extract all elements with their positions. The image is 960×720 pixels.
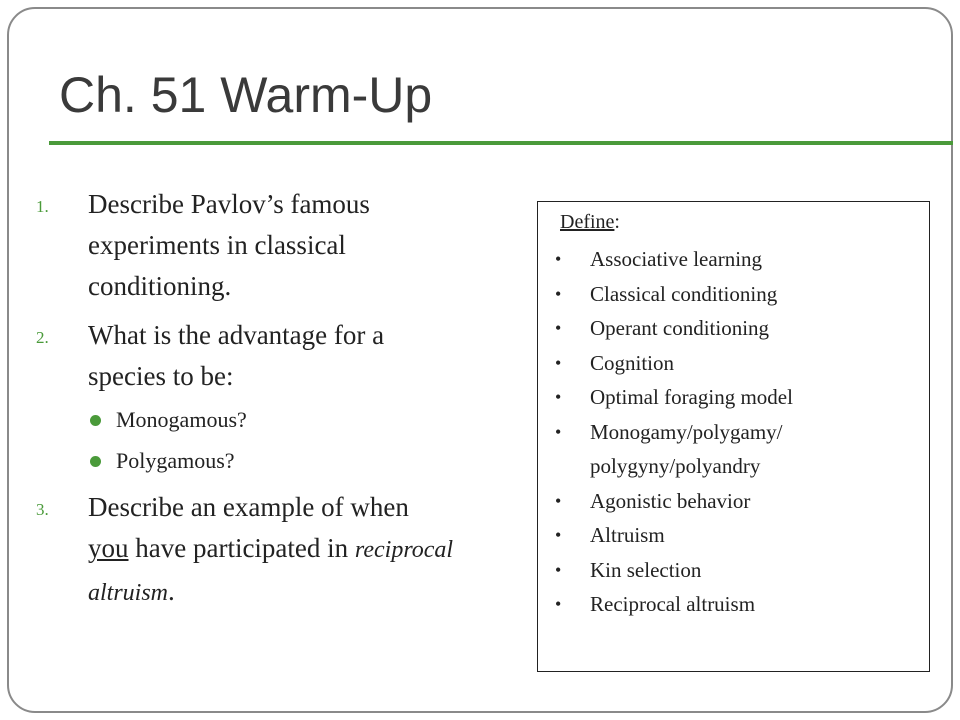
question-item-1 <box>36 184 516 307</box>
question-text: have participated in <box>128 533 355 563</box>
define-item <box>555 242 915 277</box>
question-line: What is the advantage for a <box>88 320 385 350</box>
define-term: Reciprocal altruism <box>590 592 756 616</box>
define-colon: : <box>614 211 620 233</box>
define-heading <box>560 208 620 236</box>
define-term: Altruism <box>590 523 665 547</box>
define-item <box>555 518 915 553</box>
question-line: experiments in classical <box>88 230 346 260</box>
bullet-icon: • <box>555 387 562 407</box>
question-line: species to be: <box>88 361 234 391</box>
define-item <box>555 277 915 312</box>
bullet-icon: • <box>555 249 562 269</box>
slide-title: Ch. 51 Warm-Up <box>59 67 433 123</box>
bullet-icon: • <box>555 318 562 338</box>
define-term: Operant conditioning <box>590 316 770 340</box>
sub-item-label: Polygamous? <box>116 448 235 473</box>
question-number: 3. <box>36 500 49 519</box>
define-item <box>555 311 915 346</box>
question-number: 1. <box>36 197 49 216</box>
bullet-icon: • <box>555 352 562 373</box>
bullet-icon: • <box>555 525 562 545</box>
bullet-icon: • <box>555 421 562 442</box>
question-number: 2. <box>36 328 49 347</box>
define-item <box>555 553 915 588</box>
define-term: Classical conditioning <box>590 281 778 306</box>
italic-term: reciprocal <box>354 537 454 563</box>
sub-item-polygamous <box>88 446 516 476</box>
bullet-dot-icon <box>90 415 101 426</box>
define-term: polygyny/polyandry <box>590 454 761 478</box>
question-line: Describe Pavlov’s famous <box>88 189 370 219</box>
emphasis-you: you <box>88 533 129 563</box>
define-item-continuation <box>555 449 915 484</box>
sub-item-label: Monogamous? <box>116 407 247 432</box>
question-line: conditioning. <box>88 271 232 301</box>
define-term: Cognition <box>590 350 675 375</box>
bullet-icon: • <box>555 490 562 511</box>
bullet-icon: • <box>555 594 562 614</box>
question-list <box>36 184 516 614</box>
define-item <box>555 346 915 381</box>
define-box <box>537 201 930 672</box>
define-term: Kin selection <box>590 557 702 582</box>
italic-term: altruism <box>88 580 169 606</box>
title-underline <box>49 141 953 145</box>
sub-list <box>88 405 516 476</box>
sub-item-monogamous <box>88 405 516 435</box>
define-term: Agonistic behavior <box>590 488 751 513</box>
define-item <box>555 587 915 622</box>
question-line <box>88 571 516 614</box>
question-item-2 <box>36 315 516 476</box>
define-label: Define <box>560 211 615 233</box>
define-item <box>555 380 915 415</box>
question-line: Describe an example of when <box>88 492 409 522</box>
question-item-3 <box>36 487 516 614</box>
bullet-icon: • <box>555 283 562 304</box>
define-term: Optimal foraging model <box>590 385 793 409</box>
bullet-dot-icon <box>90 456 101 467</box>
define-term: Associative learning <box>590 247 763 271</box>
question-text: . <box>168 576 175 606</box>
define-item <box>555 484 915 519</box>
define-item <box>555 415 915 450</box>
question-line <box>88 528 516 571</box>
define-term: Monogamy/polygamy/ <box>590 419 783 444</box>
bullet-icon: • <box>555 559 562 580</box>
define-list <box>555 242 915 622</box>
